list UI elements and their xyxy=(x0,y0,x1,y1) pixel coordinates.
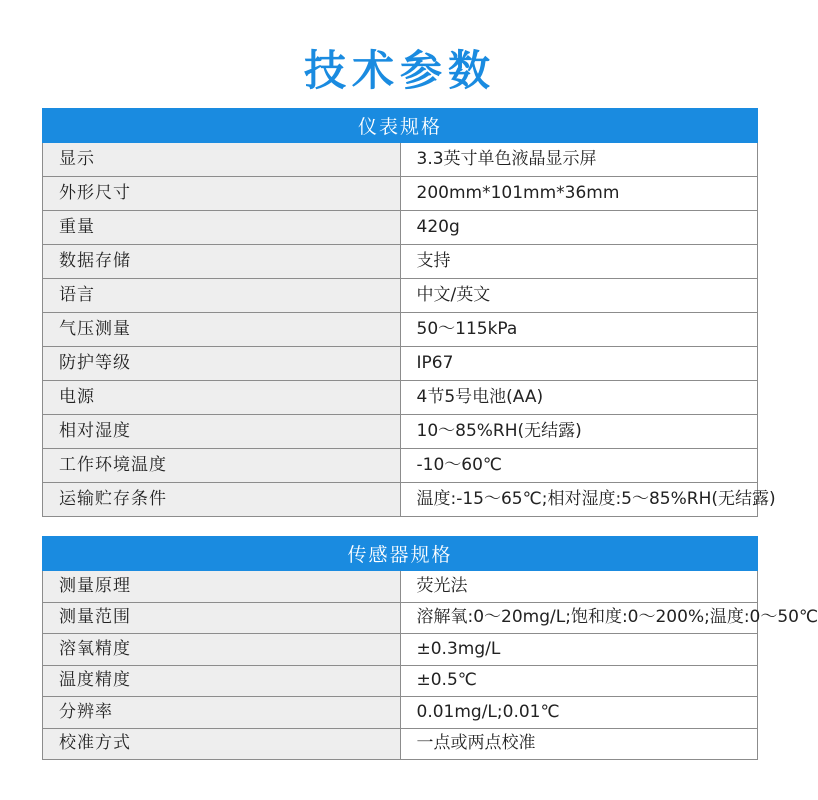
row-label: 气压测量 xyxy=(43,313,401,347)
table-row xyxy=(43,381,758,415)
row-label: 测量原理 xyxy=(43,571,401,603)
table-row xyxy=(43,245,758,279)
row-label: 重量 xyxy=(43,211,401,245)
row-value: 200mm*101mm*36mm xyxy=(400,177,758,211)
row-value: ±0.3mg/L xyxy=(400,634,758,666)
row-value: 支持 xyxy=(400,245,758,279)
row-value: 4节5号电池(AA) xyxy=(400,381,758,415)
row-label: 相对湿度 xyxy=(43,415,401,449)
sensor-spec-table xyxy=(42,536,818,760)
row-label: 校准方式 xyxy=(43,728,401,760)
table-row xyxy=(43,634,758,666)
table-row xyxy=(43,279,758,313)
row-value: -10～60℃ xyxy=(400,449,758,483)
meter-spec-table xyxy=(42,108,776,517)
table-row xyxy=(43,697,758,729)
row-value: 一点或两点校准 xyxy=(400,728,758,760)
table-row xyxy=(43,483,758,517)
row-label: 电源 xyxy=(43,381,401,415)
table-row xyxy=(43,449,758,483)
meter-spec-header: 仪表规格 xyxy=(43,109,758,143)
row-value: 50～115kPa xyxy=(400,313,758,347)
row-value: IP67 xyxy=(400,347,758,381)
table-row xyxy=(43,602,758,634)
table-row xyxy=(43,313,758,347)
row-label: 外形尺寸 xyxy=(43,177,401,211)
row-label: 数据存储 xyxy=(43,245,401,279)
page-title: 技术参数 xyxy=(303,46,496,95)
table-row xyxy=(43,571,758,603)
row-label: 语言 xyxy=(43,279,401,313)
table-row xyxy=(43,143,758,177)
row-value: 10～85%RH(无结露) xyxy=(400,415,758,449)
table-row xyxy=(43,665,758,697)
row-value: 溶解氧:0～20mg/L;饱和度:0～200%;温度:0～50℃ xyxy=(400,602,758,634)
row-label: 测量范围 xyxy=(43,602,401,634)
table-row xyxy=(43,177,758,211)
row-label: 分辨率 xyxy=(43,697,401,729)
row-value: 中文/英文 xyxy=(400,279,758,313)
row-value: 荧光法 xyxy=(400,571,758,603)
table-row xyxy=(43,211,758,245)
row-value: 0.01mg/L;0.01℃ xyxy=(400,697,758,729)
row-value: 3.3英寸单色液晶显示屏 xyxy=(400,143,758,177)
row-value: 温度:-15～65℃;相对湿度:5～85%RH(无结露) xyxy=(400,483,758,517)
row-value: 420g xyxy=(400,211,758,245)
row-label: 运输贮存条件 xyxy=(43,483,401,517)
row-label: 工作环境温度 xyxy=(43,449,401,483)
row-label: 显示 xyxy=(43,143,401,177)
row-label: 防护等级 xyxy=(43,347,401,381)
table-row xyxy=(43,728,758,760)
row-label: 溶氧精度 xyxy=(43,634,401,666)
row-value: ±0.5℃ xyxy=(400,665,758,697)
table-row xyxy=(43,415,758,449)
table-row xyxy=(43,347,758,381)
sensor-spec-header: 传感器规格 xyxy=(43,537,758,571)
row-label: 温度精度 xyxy=(43,665,401,697)
